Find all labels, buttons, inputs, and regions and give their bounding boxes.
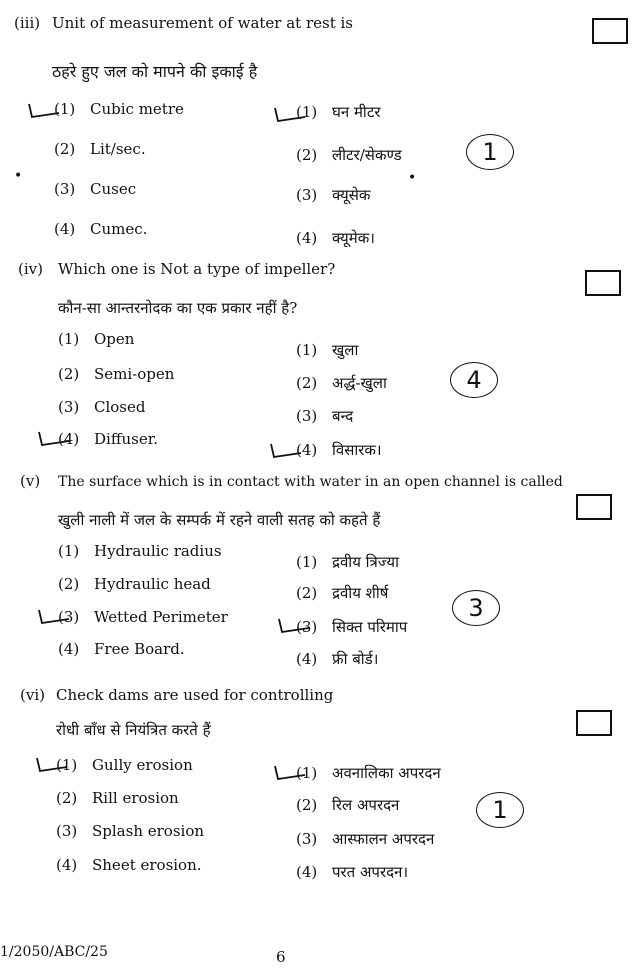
option-en-2 (54, 140, 146, 158)
option-text: Cusec (90, 180, 137, 198)
question-number: (iv) (18, 260, 43, 278)
option-number: (2) (296, 584, 318, 602)
option-number: (1) (56, 756, 78, 774)
option-number: (3) (58, 608, 80, 626)
option-number: (2) (296, 374, 318, 392)
option-en-1 (58, 330, 134, 348)
option-en-3 (54, 180, 136, 198)
option-number: (2) (56, 789, 78, 807)
option-hi-2 (296, 795, 399, 815)
option-en-4 (54, 220, 147, 238)
option-text: घन मीटर (332, 103, 381, 121)
circled-answer: 3 (452, 590, 500, 626)
option-number: (4) (296, 650, 318, 668)
option-en-3 (58, 398, 145, 416)
question-text-en: Which one is Not a type of impeller? (58, 260, 336, 278)
option-text: सिक्त परिमाप (332, 618, 408, 636)
option-number: (2) (58, 575, 80, 593)
option-number: (1) (54, 100, 76, 118)
option-en-1 (58, 542, 222, 560)
option-text: Open (94, 330, 135, 348)
option-text: Cubic metre (90, 100, 184, 118)
circled-answer: 1 (466, 134, 514, 170)
option-en-2 (56, 789, 179, 807)
stray-mark: • (408, 170, 417, 186)
option-text: Diffuser. (94, 430, 159, 448)
check-mark-icon (34, 754, 70, 774)
option-number: (1) (58, 330, 80, 348)
question-text-en: Check dams are used for controlling (56, 686, 334, 704)
option-text: Free Board. (94, 640, 185, 658)
option-text: Rill erosion (92, 789, 179, 807)
check-mark-icon (268, 440, 304, 460)
option-text: लीटर/सेकण्ड (332, 146, 402, 164)
option-number: (2) (296, 146, 318, 164)
check-mark-icon (272, 762, 308, 782)
option-number: (1) (296, 103, 318, 121)
option-hi-3 (296, 617, 407, 637)
option-text: रिल अपरदन (332, 796, 400, 814)
option-en-4 (58, 640, 185, 658)
option-en-3 (58, 608, 228, 626)
check-mark-icon (36, 428, 72, 448)
option-en-4 (58, 430, 158, 448)
option-hi-4 (296, 440, 382, 460)
option-text: क्यूसेक (332, 186, 371, 204)
option-text: Splash erosion (92, 822, 205, 840)
option-text: Cumec. (90, 220, 148, 238)
option-hi-2 (296, 145, 402, 165)
option-hi-2 (296, 373, 387, 393)
circled-answer: 4 (450, 362, 498, 398)
option-text: Lit/sec. (90, 140, 146, 158)
option-en-2 (58, 575, 211, 593)
option-text: द्रवीय त्रिज्या (332, 553, 399, 571)
option-hi-3 (296, 829, 434, 849)
answer-box (585, 270, 621, 296)
option-text: Wetted Perimeter (94, 608, 228, 626)
option-text: Sheet erosion. (92, 856, 202, 874)
option-number: (3) (54, 180, 76, 198)
option-number: (2) (296, 796, 318, 814)
option-text: आस्फालन अपरदन (332, 830, 435, 848)
option-number: (3) (296, 186, 318, 204)
option-number: (4) (56, 856, 78, 874)
option-number: (3) (296, 618, 318, 636)
option-text: Semi-open (94, 365, 175, 383)
question-text-hi: कौन-सा आन्तरनोदक का एक प्रकार नहीं है? (58, 299, 298, 317)
option-number: (4) (296, 441, 318, 459)
option-number: (1) (58, 542, 80, 560)
question-text-hi: खुली नाली में जल के सम्पर्क में रहने वाली सतह को कहते हैं (58, 511, 381, 529)
option-hi-1 (296, 552, 399, 572)
question-number: (iii) (14, 14, 41, 32)
option-number: (3) (296, 830, 318, 848)
option-hi-2 (296, 583, 388, 603)
option-hi-1 (296, 102, 381, 122)
option-text: फ्री बोर्ड। (332, 650, 379, 668)
option-text: द्रवीय शीर्ष (332, 584, 389, 602)
option-hi-1 (296, 763, 441, 783)
option-hi-4 (296, 228, 375, 248)
option-text: क्यूमेक। (332, 229, 375, 247)
answer-box (592, 18, 628, 44)
option-text: खुला (332, 341, 359, 359)
page-number: 6 (276, 948, 286, 966)
option-number: (3) (296, 407, 318, 425)
option-en-3 (56, 822, 204, 840)
option-hi-4 (296, 649, 378, 669)
option-text: Hydraulic head (94, 575, 211, 593)
answer-box (576, 710, 612, 736)
question-text-hi: रोधी बाँध से नियंत्रित करते हैं (56, 721, 211, 739)
option-text: परत अपरदन। (332, 863, 409, 881)
option-number: (3) (56, 822, 78, 840)
option-number: (1) (296, 553, 318, 571)
option-number: (1) (296, 341, 318, 359)
question-text-en: The surface which is in contact with water in an open channel is called (58, 474, 563, 490)
paper-code: 1/2050/ABC/25 (0, 944, 108, 960)
option-number: (2) (58, 365, 80, 383)
option-en-2 (58, 365, 174, 383)
option-en-4 (56, 856, 202, 874)
circled-answer: 1 (476, 792, 524, 828)
option-text: बन्द (332, 407, 354, 425)
option-number: (2) (54, 140, 76, 158)
option-en-1 (56, 756, 193, 774)
option-text: Hydraulic radius (94, 542, 222, 560)
option-number: (3) (58, 398, 80, 416)
answer-box (576, 494, 612, 520)
option-number: (1) (296, 764, 318, 782)
check-mark-icon (36, 606, 72, 626)
question-number: (vi) (20, 686, 45, 704)
option-number: (4) (58, 430, 80, 448)
check-mark-icon (276, 615, 312, 635)
option-hi-4 (296, 862, 408, 882)
option-number: (4) (296, 863, 318, 881)
stray-mark: • (14, 168, 23, 184)
question-text-hi: ठहरे हुए जल को मापने की इकाई है (52, 62, 258, 81)
question-number: (v) (20, 472, 41, 490)
option-text: अर्द्ध-खुला (332, 374, 387, 392)
option-en-1 (54, 100, 184, 118)
option-text: अवनालिका अपरदन (332, 764, 441, 782)
option-number: (4) (54, 220, 76, 238)
question-text-en: Unit of measurement of water at rest is (52, 14, 354, 32)
option-number: (4) (58, 640, 80, 658)
check-mark-icon (272, 104, 308, 124)
option-hi-3 (296, 406, 353, 426)
option-text: Gully erosion (92, 756, 193, 774)
option-hi-1 (296, 340, 358, 360)
option-hi-3 (296, 185, 370, 205)
option-number: (4) (296, 229, 318, 247)
option-text: विसारक। (332, 441, 382, 459)
check-mark-icon (26, 100, 62, 120)
option-text: Closed (94, 398, 146, 416)
